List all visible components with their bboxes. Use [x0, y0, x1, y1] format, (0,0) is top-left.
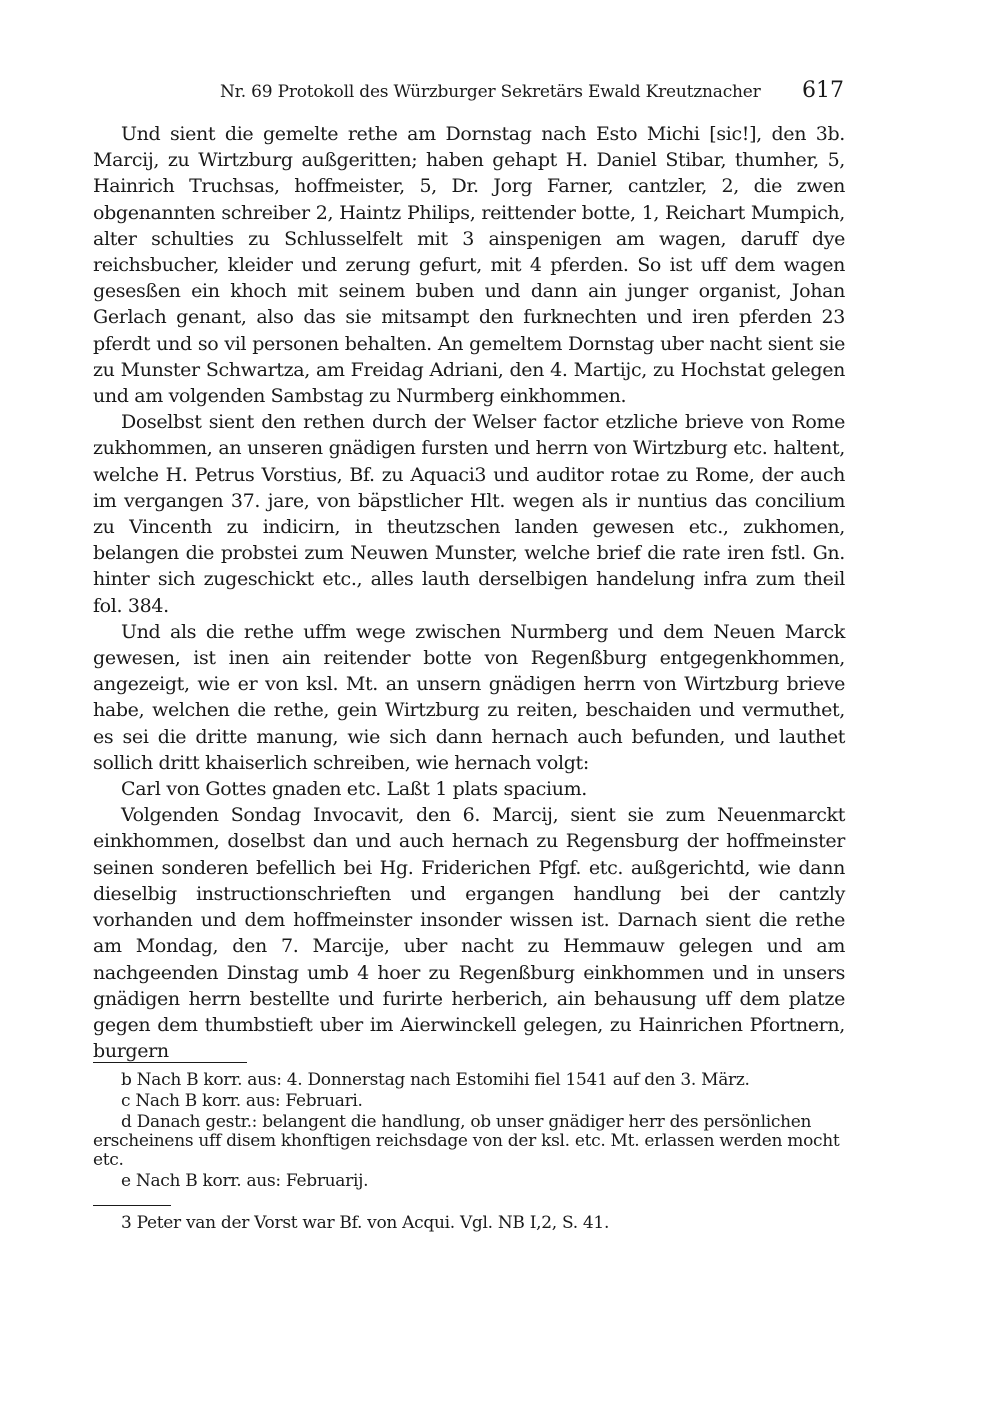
footnote-rule [93, 1062, 247, 1063]
commentary-footnote: 3 Peter van der Vorst war Bf. von Acqui. Vgl. NB I,2, S. 41. [121, 1213, 610, 1233]
critical-footnote: c Nach B korr. aus: Februari. [121, 1091, 363, 1111]
paragraph: Doselbst sient den rethen durch der Welser factor etzliche brieve von Rome zukhommen, an unseren gnädigen fursten und herrn von Wirtzburg etc. haltent, welche H. Petrus Vorstius, Bf. zu Aquaci3 und auditor rotae zu Rome, der auch im vergangen 37. jare, von bäpstlicher Hlt. wegen als ir nuntius das concilium zu Vincenth zu indicirn, in theutzschen landen gewesen etc., zukhomen, belangen die probstei zum Neuwen Munster, welche brief die rate iren fstl. Gn. hinter sich zugeschickt etc., alles lauth derselbigen handelung infra zum theil fol. 384. [93, 411, 845, 617]
footnotes [93, 1062, 845, 1235]
critical-footnote: e Nach B korr. aus: Februarij. [121, 1171, 369, 1191]
paragraph: Carl von Gottes gnaden etc. Laßt 1 plats spacium. [121, 778, 587, 801]
paragraph: Volgenden Sondag Invocavit, den 6. Marcij, sient sie zum Neuenmarckt einkhommen, doselbst dan und auch hernach zu Regensburg der hoffmeinster seinen sonderen befellich bei Hg. Friderichen Pfgf. etc. außgerichtd, wie dann dieselbig instructionschrieften und ergangen handlung bei der cantzly vorhanden und dem hoffmeinster insonder wissen ist. Darnach sient die rethe am Mondag, den 7. Marcije, uber nacht zu Hemmauw gelegen und am nachgeenden Dinstag umb 4 hoer zu Regenßburg einkhommen und in unsers gnädigen herrn bestellte und furirte herberich, ain behausung uff dem platze gegen dem thumbstieft uber im Aierwinckell gelegen, zu Hainrichen Pfortnern, burgern [93, 804, 845, 1063]
footnote-rule [93, 1205, 171, 1206]
paragraph: Und sient die gemelte rethe am Dornstag nach Esto Michi [sic!], den 3b. Marcij, zu Wirtzburg außgeritten; haben gehapt H. Daniel Stibar, thumher, 5, Hainrich Truchsas, hoffmeister, 5, Dr. Jorg Farner, cantzler, 2, die zwen obgenannten schreiber 2, Haintz Philips, reittender botte, 1, Reichart Mumpich, alter schulties zu Schlusselfelt mit 3 ainspenigen am wagen, daruff dye reichsbucher, kleider und zerung gefurt, mit 4 pferden. So ist uff dem wagen gesesßen ein khoch mit seinem buben und dann ain junger organist, Johan Gerlach genant, also das sie mitsampt den furknechten und iren pferden 23 pferdt und so vil personen behalten. An gemeltem Dornstag uber nacht sient sie zu Munster Schwartza, am Freidag Adriani, den 4. Martijc, zu Hochstat gelegen und am volgenden Sambstag zu Nurmberg einkhommen. [93, 123, 845, 408]
page-header [93, 80, 844, 110]
main-text [93, 121, 845, 1064]
paragraph: Und als die rethe uffm wege zwischen Nurmberg und dem Neuen Marck gewesen, ist inen ain reitender botte von Regenßburg entgegenkhommen, angezeigt, wie er von ksl. Mt. an unsern gnädigen herrn von Wirtzburg brieve habe, welchen die rethe, gein Wirtzburg zu reiten, beschaiden und vermuthet, es sei die dritte manung, wie sich dann hernach auch befunden, und lauthet sollich dritt khaiserlich schreiben, wie hernach volgt: [93, 620, 845, 774]
running-head: Nr. 69 Protokoll des Würzburger Sekretärs Ewald Kreutznacher [220, 82, 761, 102]
critical-footnote: b Nach B korr. aus: 4. Donnerstag nach Estomihi fiel 1541 auf den 3. März. [121, 1070, 750, 1090]
critical-footnote: d Danach gestr.: belangent die handlung, ob unser gnädiger herr des persönlichen erscheinens uff disem khonftigen reichsdage von der ksl. etc. Mt. erlassen werden mocht etc. [93, 1112, 840, 1170]
page-number: 617 [802, 78, 844, 103]
